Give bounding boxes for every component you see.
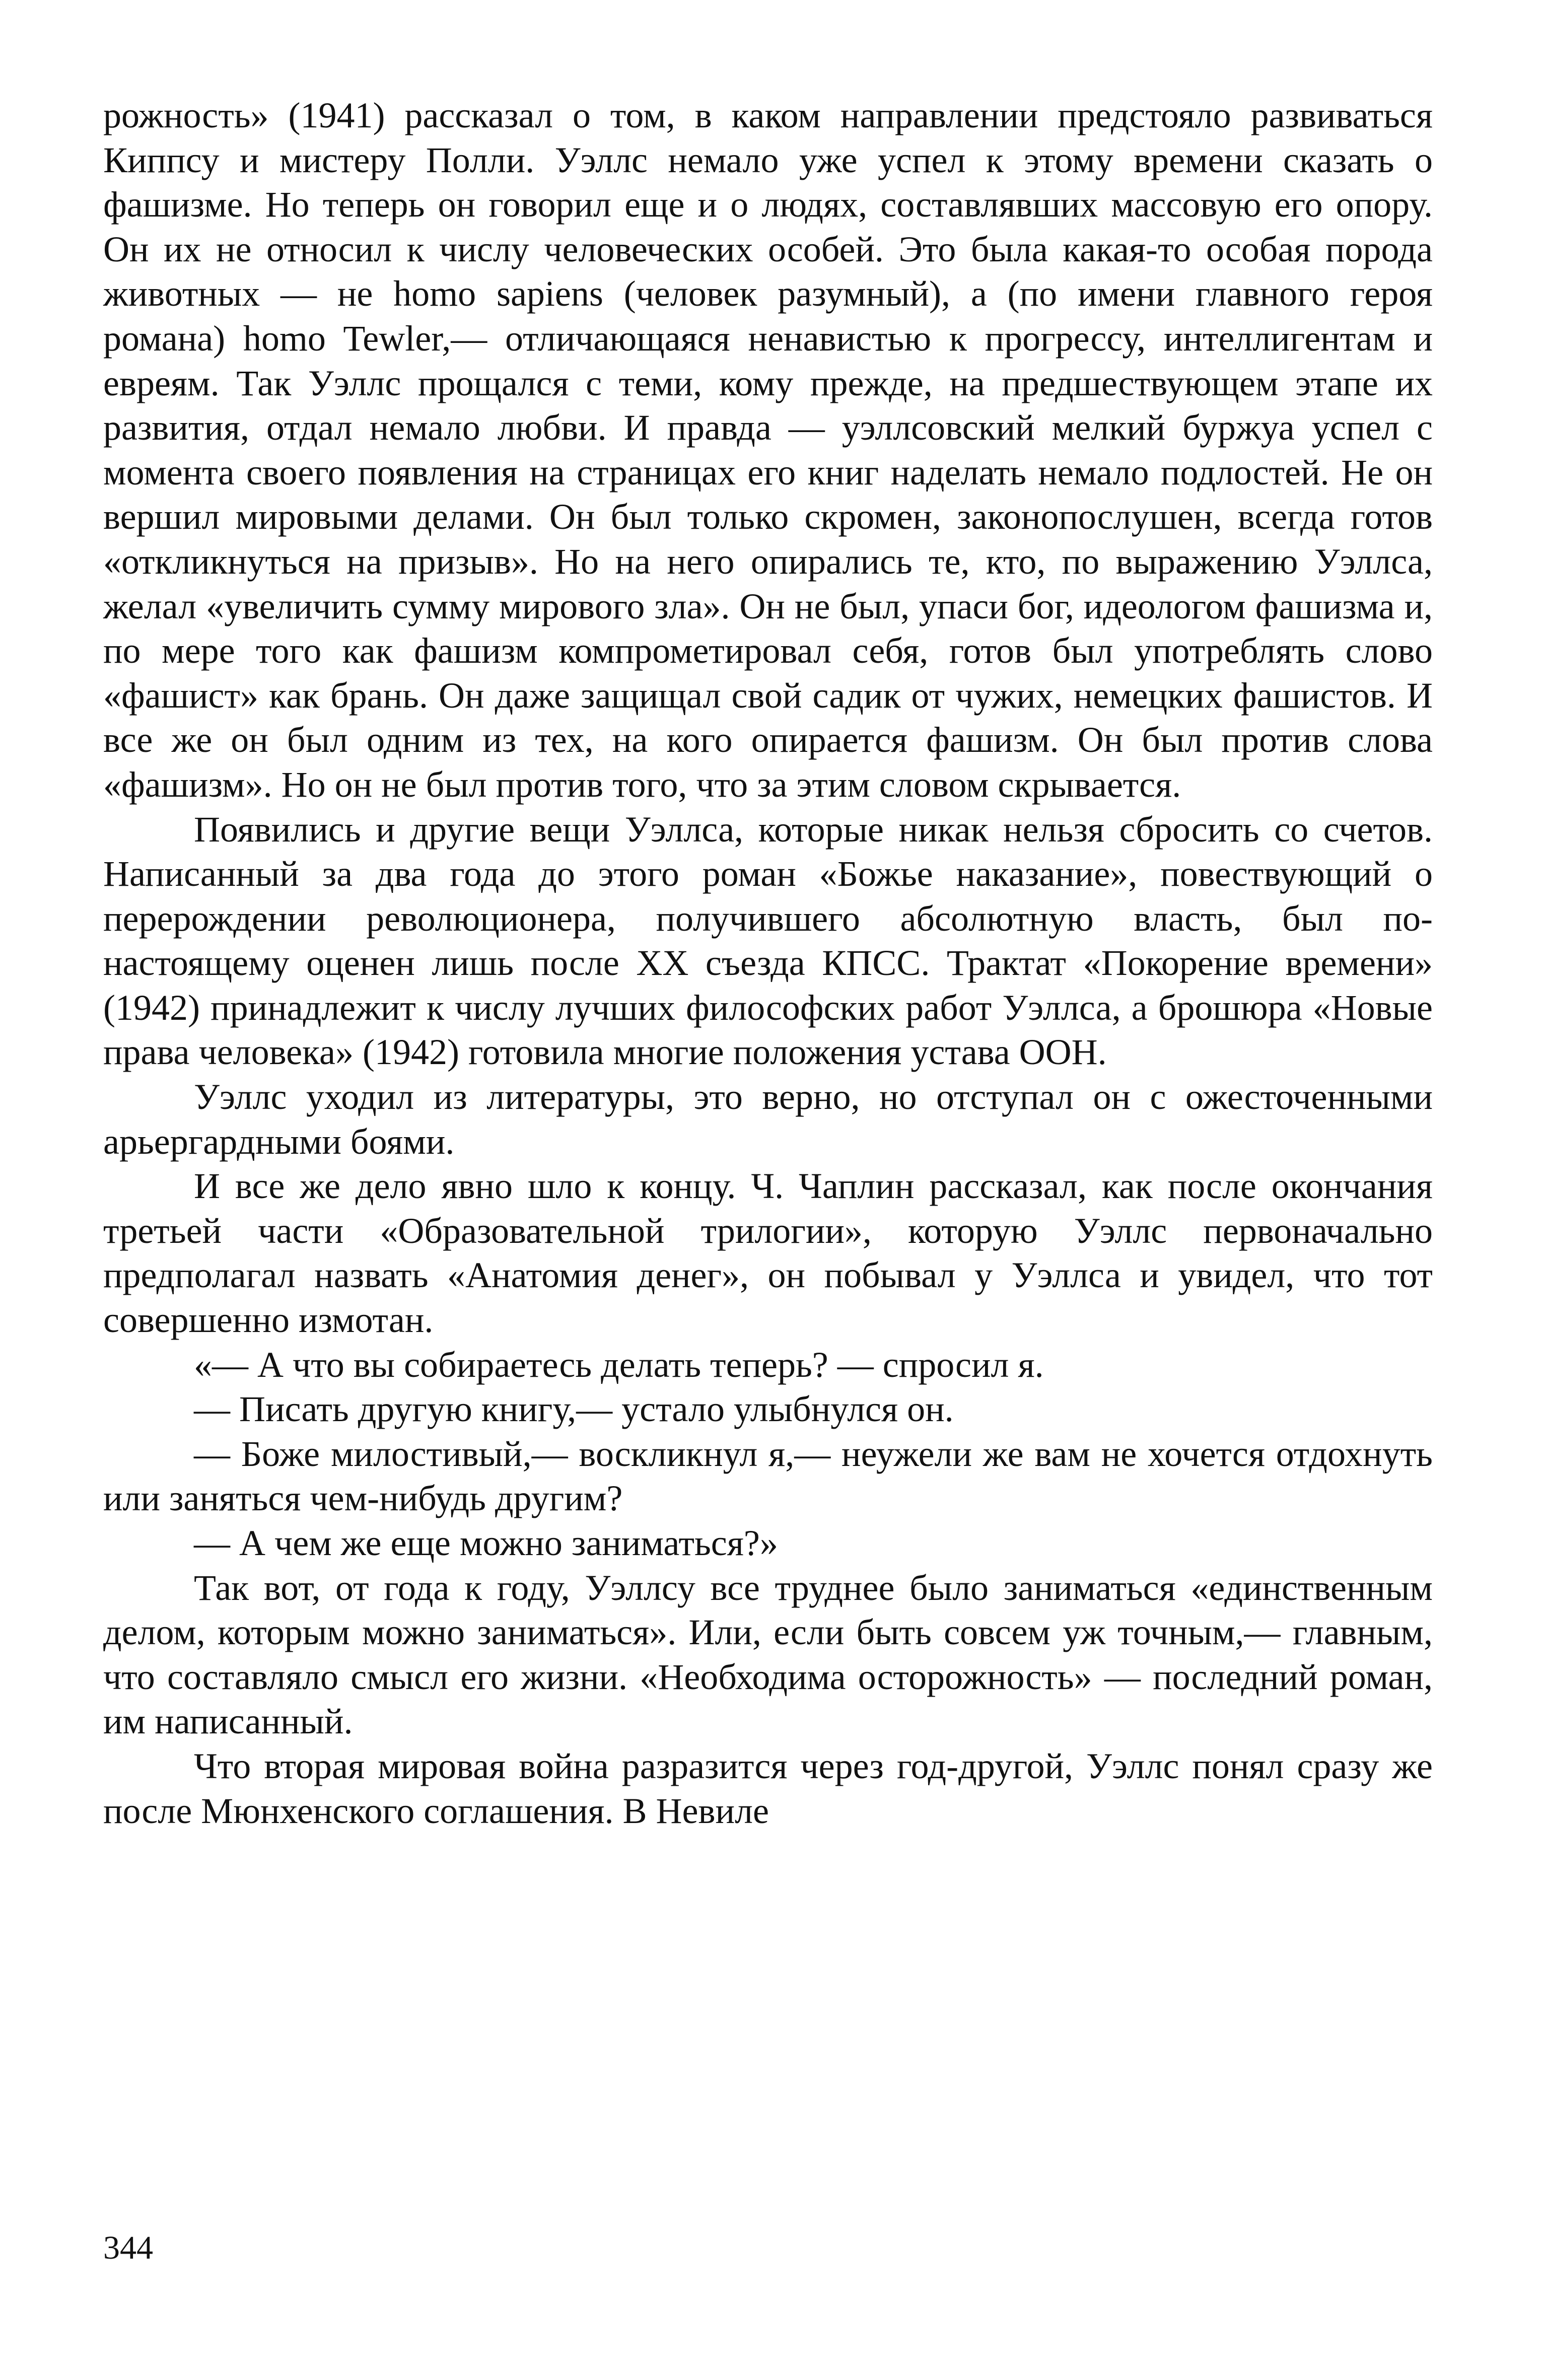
dialogue-line-4: — А чем же еще можно заниматься?» <box>194 1523 778 1563</box>
dialogue-line-2: — Писать другую книгу,— устало улыбнулся он. <box>194 1389 954 1430</box>
dialogue-line-3: — Боже милостивый,— воскликнул я,— неужели же вам не хочется отдохнуть или заняться чем-нибудь другим? <box>103 1433 1433 1519</box>
dialogue-line-1: «— А что вы собираетесь делать теперь? — спросил я. <box>194 1344 1044 1385</box>
paragraph-2: Появились и другие вещи Уэллса, которые никак нельзя сбросить со счетов. Написанный за два года до этого роман «Божье наказание», повествующий о перерождении революционера, получившего абсолютную власть, был по-настоящему оценен лишь после XX съезда КПСС. Трактат «Покорение времени» (1942) принадлежит к числу лучших философских работ Уэллса, а брошюра «Новые права человека» (1942) готовила многие положения устава ООН. <box>103 809 1433 1073</box>
paragraph-5: Так вот, от года к году, Уэллсу все труднее было заниматься «единственным делом, которым можно заниматься». Или, если быть совсем уж точным,— главным, что составляло смысл его жизни. «Необходима осторожность» — последний роман, им написанный. <box>103 1567 1433 1742</box>
page-number: 344 <box>103 2229 153 2266</box>
paragraph-6: Что вторая мировая война разразится через год-другой, Уэллс понял сразу же после Мюнхенского соглашения. В Невиле <box>103 1745 1433 1831</box>
body-text <box>103 93 1433 1833</box>
paragraph-3: Уэллс уходил из литературы, это верно, но отступал он с ожесточенными арьергардными боями. <box>103 1077 1433 1162</box>
paragraph-4: И все же дело явно шло к концу. Ч. Чаплин рассказал, как после окончания третьей части «Образовательной трилогии», которую Уэллс первоначально предполагал назвать «Анатомия денег», он побывал у Уэллса и увидел, что тот совершенно измотан. <box>103 1166 1433 1341</box>
paragraph-1: рожность» (1941) рассказал о том, в каком направлении предстояло развиваться Киппсу и мистеру Полли. Уэллс немало уже успел к этому времени сказать о фашизме. Но теперь он говорил еще и о людях, составлявших массовую его опору. Он их не относил к числу человеческих особей. Это была какая-то особая порода животных — не homo sapiens (человек разумный), а (по имени главного героя романа) homo Tewler,— отличающаяся ненавистью к прогрессу, интеллигентам и евреям. Так Уэллс прощался с теми, кому прежде, на предшествующем этапе их развития, отдал немало любви. И правда — уэллсовский мелкий буржуа успел с момента своего появления на страницах его книг наделать немало подлостей. Не он вершил мировыми делами. Он был только скромен, законопослушен, всегда готов «откликнуться на призыв». Но на него опирались те, кто, по выражению Уэллса, желал «увеличить сумму мирового зла». Он не был, упаси бог, идеологом фашизма и, по мере того как фашизм компрометировал себя, готов был употреблять слово «фашист» как брань. Он даже защищал свой садик от чужих, немецких фашистов. И все же он был одним из тех, на кого опирается фашизм. Он был против слова «фашизм». Но он не был против того, что за этим словом скрывается. <box>103 95 1433 805</box>
